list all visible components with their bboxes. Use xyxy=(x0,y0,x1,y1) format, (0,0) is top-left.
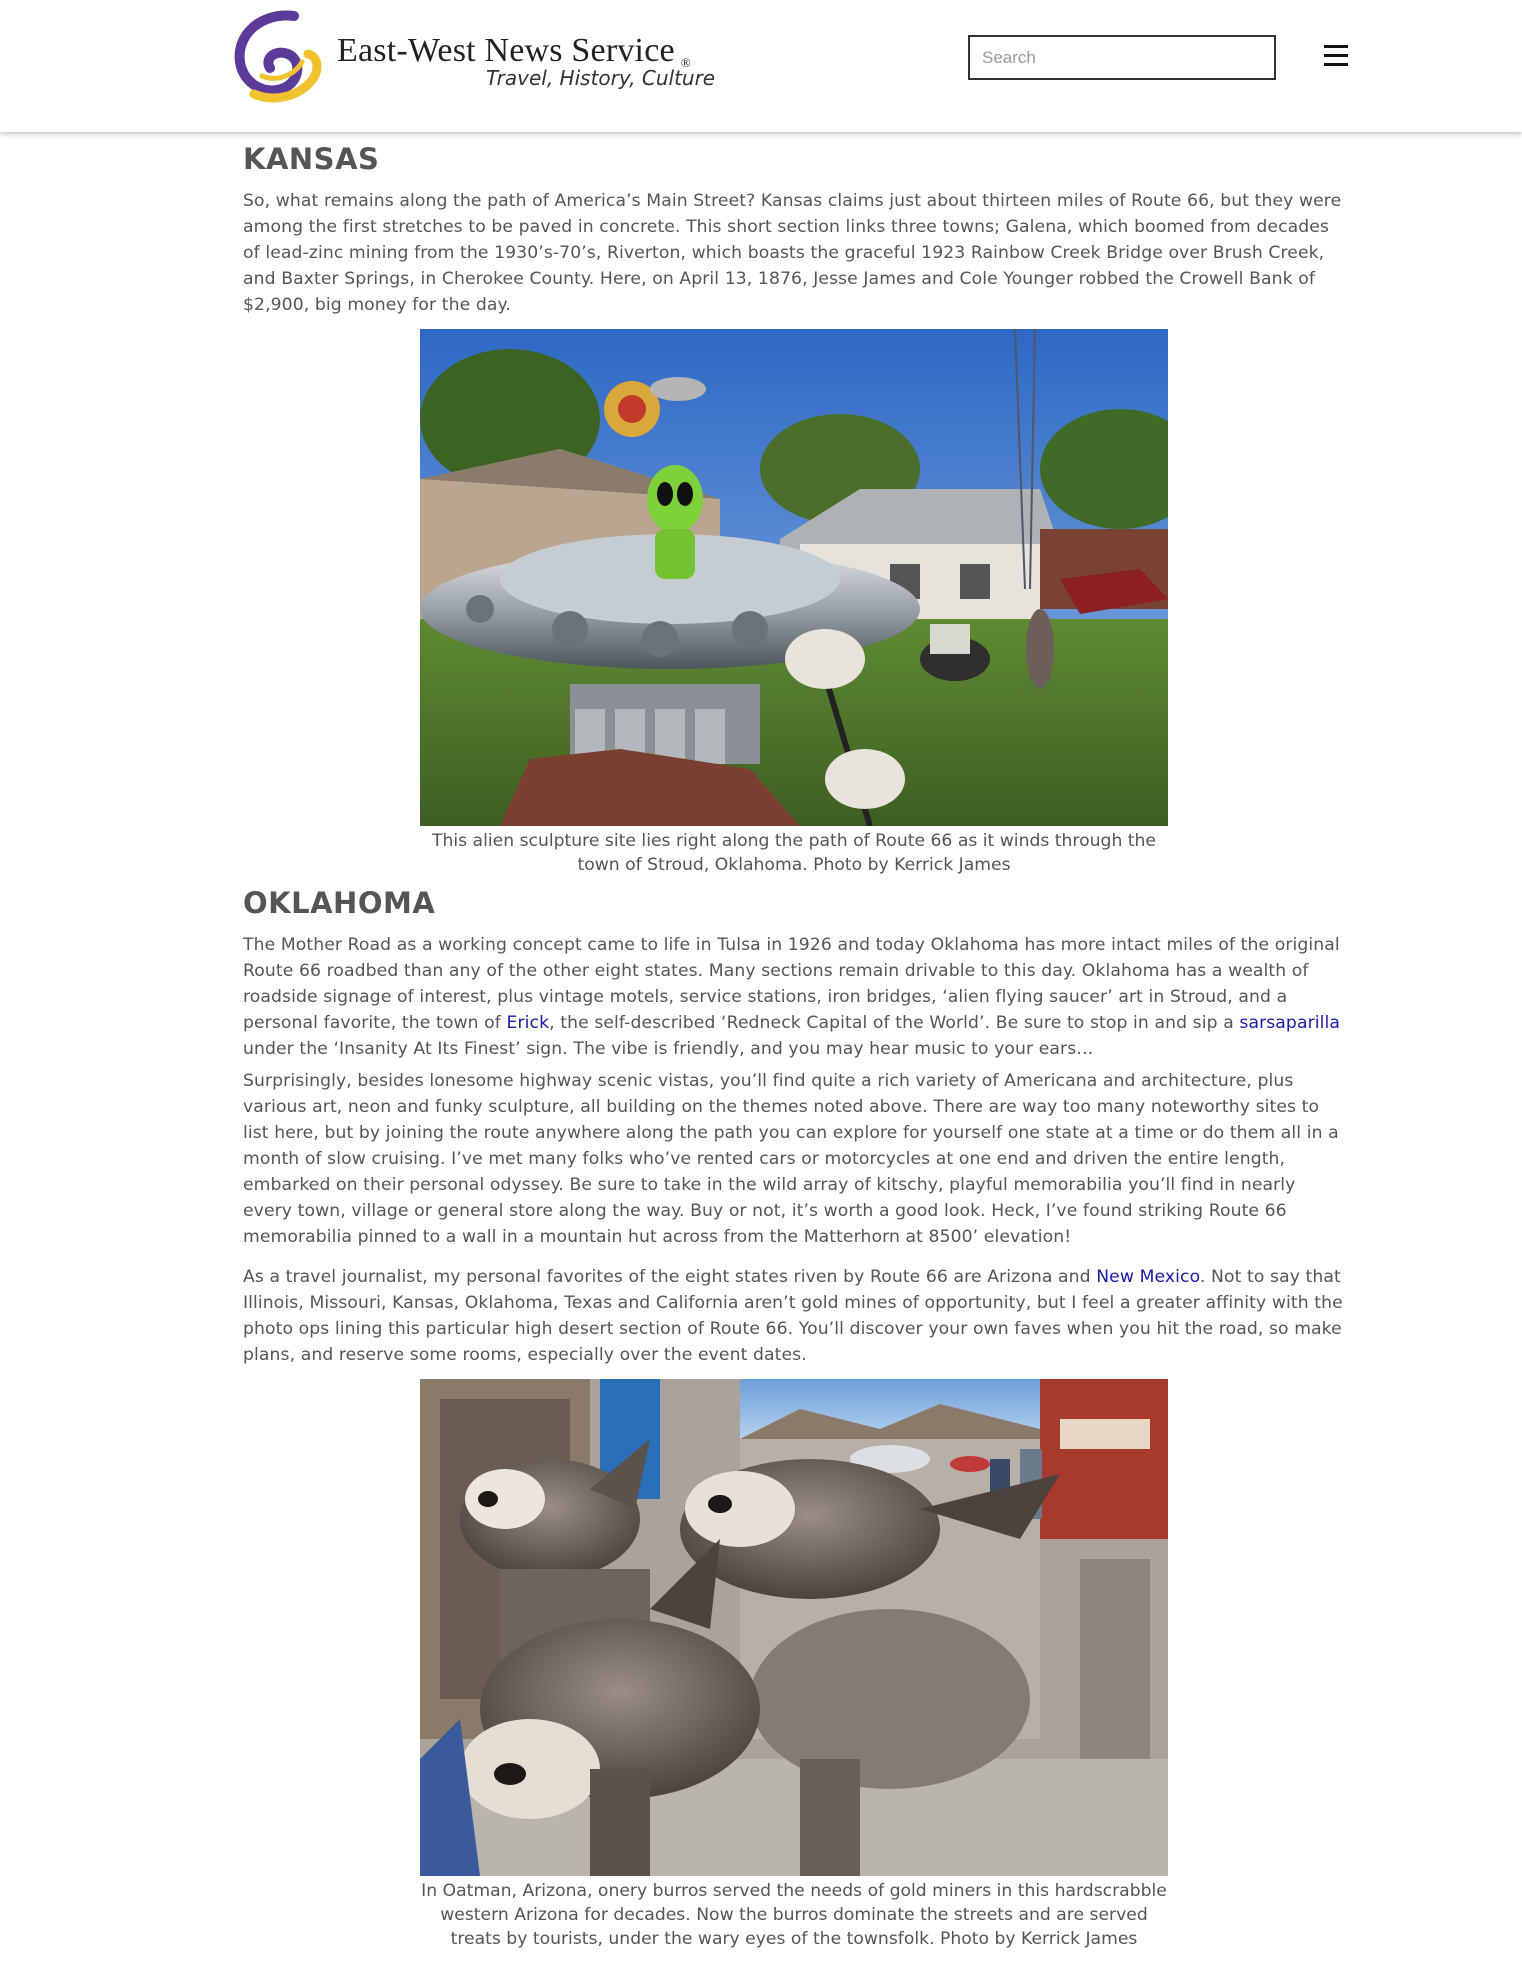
hamburger-menu-icon[interactable] xyxy=(1322,45,1350,67)
photo-alien-sculpture xyxy=(420,329,1168,826)
paragraph-oklahoma-2: Surprisingly, besides lonesome highway scenic vistas, you’ll find quite a rich variety of Americana and architecture, plus various art, neon and funky sculpture, all building on the themes noted above. There are way too many noteworthy sites to list here, but by joining the route anywhere along the path you can explore for yourself one state at a time or do them all in a month of slow cruising. I’ve met many folks who’ve rented cars or motorcycles at one end and driven the entire length, embarked on their personal odyssey. Be sure to take in the wild array of kitschy, playful memorabilia you’ll find in nearly every town, village or general store along the way. Buy or not, it’s worth a good look. Heck, I’ve found striking Route 66 memorabilia pinned to a wall in a mountain hut across from the Matterhorn at 8500’ elevation! xyxy=(243,1071,1339,1247)
site-tagline: Travel, History, Culture xyxy=(486,66,716,90)
paragraph-oklahoma-1: The Mother Road as a working concept came to life in Tulsa in 1926 and today Oklahoma has more intact miles of the original Route 66 roadbed than any of the other eight states. Many sections remain drivable to this day. Oklahoma has a wealth of roadside signage of interest, plus vintage motels, service stations, iron bridges, ‘alien flying saucer’ art in Stroud, and a personal favorite, the town of Erick, the self-described ‘Redneck Capital of the World’. Be sure to stop in and sip a sarsaparilla under the ‘Insanity At Its Finest’ sign. The vibe is friendly, and you may hear music to your ears… xyxy=(243,935,1340,1059)
photo-caption-alien: This alien sculpture site lies right along the path of Route 66 as it winds through the town of Stroud, Oklahoma. Photo by Kerrick James xyxy=(431,831,1157,875)
link-erick[interactable]: Erick xyxy=(506,1013,550,1033)
swirl-logo-icon xyxy=(232,10,327,105)
link-sarsaparilla[interactable]: sarsaparilla xyxy=(1239,1013,1340,1033)
link-new-mexico[interactable]: New Mexico xyxy=(1096,1267,1200,1287)
paragraph-kansas: So, what remains along the path of America’s Main Street? Kansas claims just about thirteen miles of Route 66, but they were among the first stretches to be paved in concrete. This short section links three towns; Galena, which boomed from decades of lead-zinc mining from the 1930’s-70’s, Riverton, which boasts the graceful 1923 Rainbow Creek Bridge over Brush Creek, and Baxter Springs, in Cherokee County. Here, on April 13, 1876, Jesse James and Cole Younger robbed the Crowell Bank of $2,900, big money for the day. xyxy=(243,191,1342,315)
site-logo[interactable] xyxy=(232,10,716,105)
site-header xyxy=(0,0,1522,132)
paragraph-oklahoma-3: As a travel journalist, my personal favorites of the eight states riven by Route 66 are Arizona and New Mexico. Not to say that Illinois, Missouri, Kansas, Oklahoma, Texas and California aren’t gold mines of opportunity, but I feel a greater affinity with the photo ops lining this particular high desert section of Route 66. You’ll discover your own faves when you hit the road, so make plans, and reserve some rooms, especially over the event dates. xyxy=(243,1267,1343,1365)
photo-caption-burros: In Oatman, Arizona, onery burros served the needs of gold miners in this hardscrabble western Arizona for decades. Now the burros dominate the streets and are served treats by tourists, under the wary eyes of the townsfolk. Photo by Kerrick James xyxy=(421,1881,1167,1949)
heading-oklahoma: OKLAHOMA xyxy=(243,886,436,920)
search-input[interactable] xyxy=(968,35,1276,80)
registered-mark: ® xyxy=(680,55,691,70)
photo-oatman-burros xyxy=(420,1379,1168,1876)
heading-kansas: KANSAS xyxy=(243,142,380,176)
burros-image xyxy=(420,1379,1168,1876)
site-name: East-West News Service ® xyxy=(337,32,691,70)
alien-sculpture-image xyxy=(420,329,1168,826)
